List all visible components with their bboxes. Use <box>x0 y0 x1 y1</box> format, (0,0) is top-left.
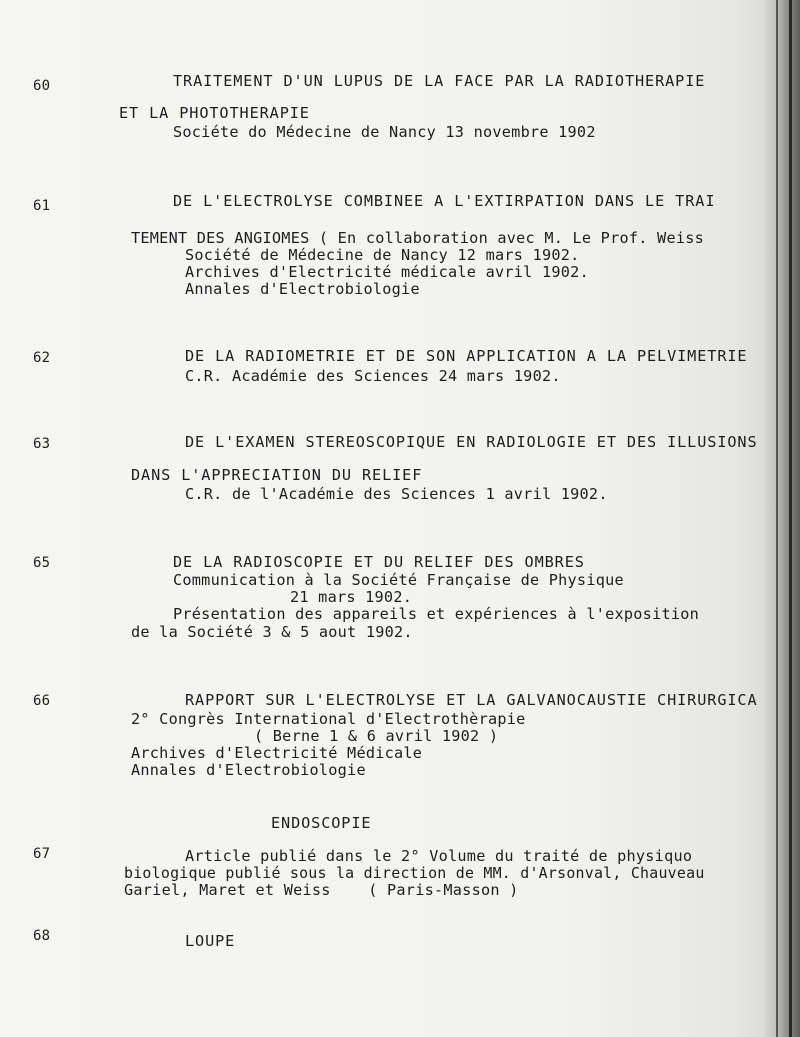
entry-number: 63 <box>33 436 51 452</box>
entry-title-continued: TEMENT DES ANGIOMES ( En collaboration avec M. Le Prof. Weiss <box>131 229 705 247</box>
entry-reference: C.R. de l'Académie des Sciences 1 avril 1902. <box>185 485 608 503</box>
book-spine-shadow <box>762 0 800 1037</box>
page-edge-line <box>776 0 778 1037</box>
entry-title: TRAITEMENT D'UN LUPUS DE LA FACE PAR LA RADIOTHERAPIE <box>173 72 706 90</box>
entry-title: LOUPE <box>185 932 236 950</box>
entry-reference: C.R. Académie des Sciences 24 mars 1902. <box>185 367 561 385</box>
entry-title-continued: ET LA PHOTOTHERAPIE <box>119 104 310 122</box>
entry-reference: de la Société 3 & 5 aout 1902. <box>131 623 413 641</box>
entry-reference: Annales d'Electrobiologie <box>185 280 420 298</box>
entry-reference: Archives d'Electricité médicale avril 1902. <box>185 263 589 281</box>
entry-number: 62 <box>33 350 51 366</box>
entry-number: 67 <box>33 846 51 862</box>
entry-reference: 21 mars 1902. <box>290 588 413 606</box>
entry-reference: Sociéte do Médecine de Nancy 13 novembre 1902 <box>173 123 596 141</box>
entry-title: DE LA RADIOMETRIE ET DE SON APPLICATION A LA PELVIMETRIE <box>185 347 748 365</box>
section-heading: ENDOSCOPIE <box>271 814 372 832</box>
entry-number: 61 <box>33 198 51 214</box>
entry-number: 60 <box>33 78 51 94</box>
entry-title: DE L'ELECTROLYSE COMBINEE A L'EXTIRPATION DANS LE TRAI <box>173 192 716 210</box>
entry-reference: Société de Médecine de Nancy 12 mars 1902. <box>185 246 580 264</box>
page-edge-line <box>789 0 792 1037</box>
entry-reference: Archives d'Electricité Médicale <box>131 744 423 762</box>
entry-title: RAPPORT SUR L'ELECTROLYSE ET LA GALVANOCAUSTIE CHIRURGICA <box>185 691 758 709</box>
entry-reference: Présentation des appareils et expériences à l'exposition <box>173 605 700 623</box>
entry-number: 65 <box>33 555 51 571</box>
entry-text: biologique publié sous la direction de MM. d'Arsonval, Chauveau <box>124 864 705 882</box>
entry-number: 66 <box>33 693 51 709</box>
entry-reference: Annales d'Electrobiologie <box>131 761 366 779</box>
entry-title-continued: DANS L'APPRECIATION DU RELIEF <box>131 466 423 484</box>
entry-reference: ( Berne 1 & 6 avril 1902 ) <box>254 727 499 745</box>
entry-text: Gariel, Maret et Weiss ( Paris-Masson ) <box>124 881 519 899</box>
entry-number: 68 <box>33 928 51 944</box>
entry-reference: 2° Congrès International d'Electrothèrapie <box>131 710 526 728</box>
entry-text: Article publié dans le 2° Volume du traité de physiquo <box>185 847 693 865</box>
entry-title: DE LA RADIOSCOPIE ET DU RELIEF DES OMBRES <box>173 553 585 571</box>
entry-title: DE L'EXAMEN STEREOSCOPIQUE EN RADIOLOGIE ET DES ILLUSIONS <box>185 433 758 451</box>
entry-reference: Communication à la Société Française de Physique <box>173 571 624 589</box>
